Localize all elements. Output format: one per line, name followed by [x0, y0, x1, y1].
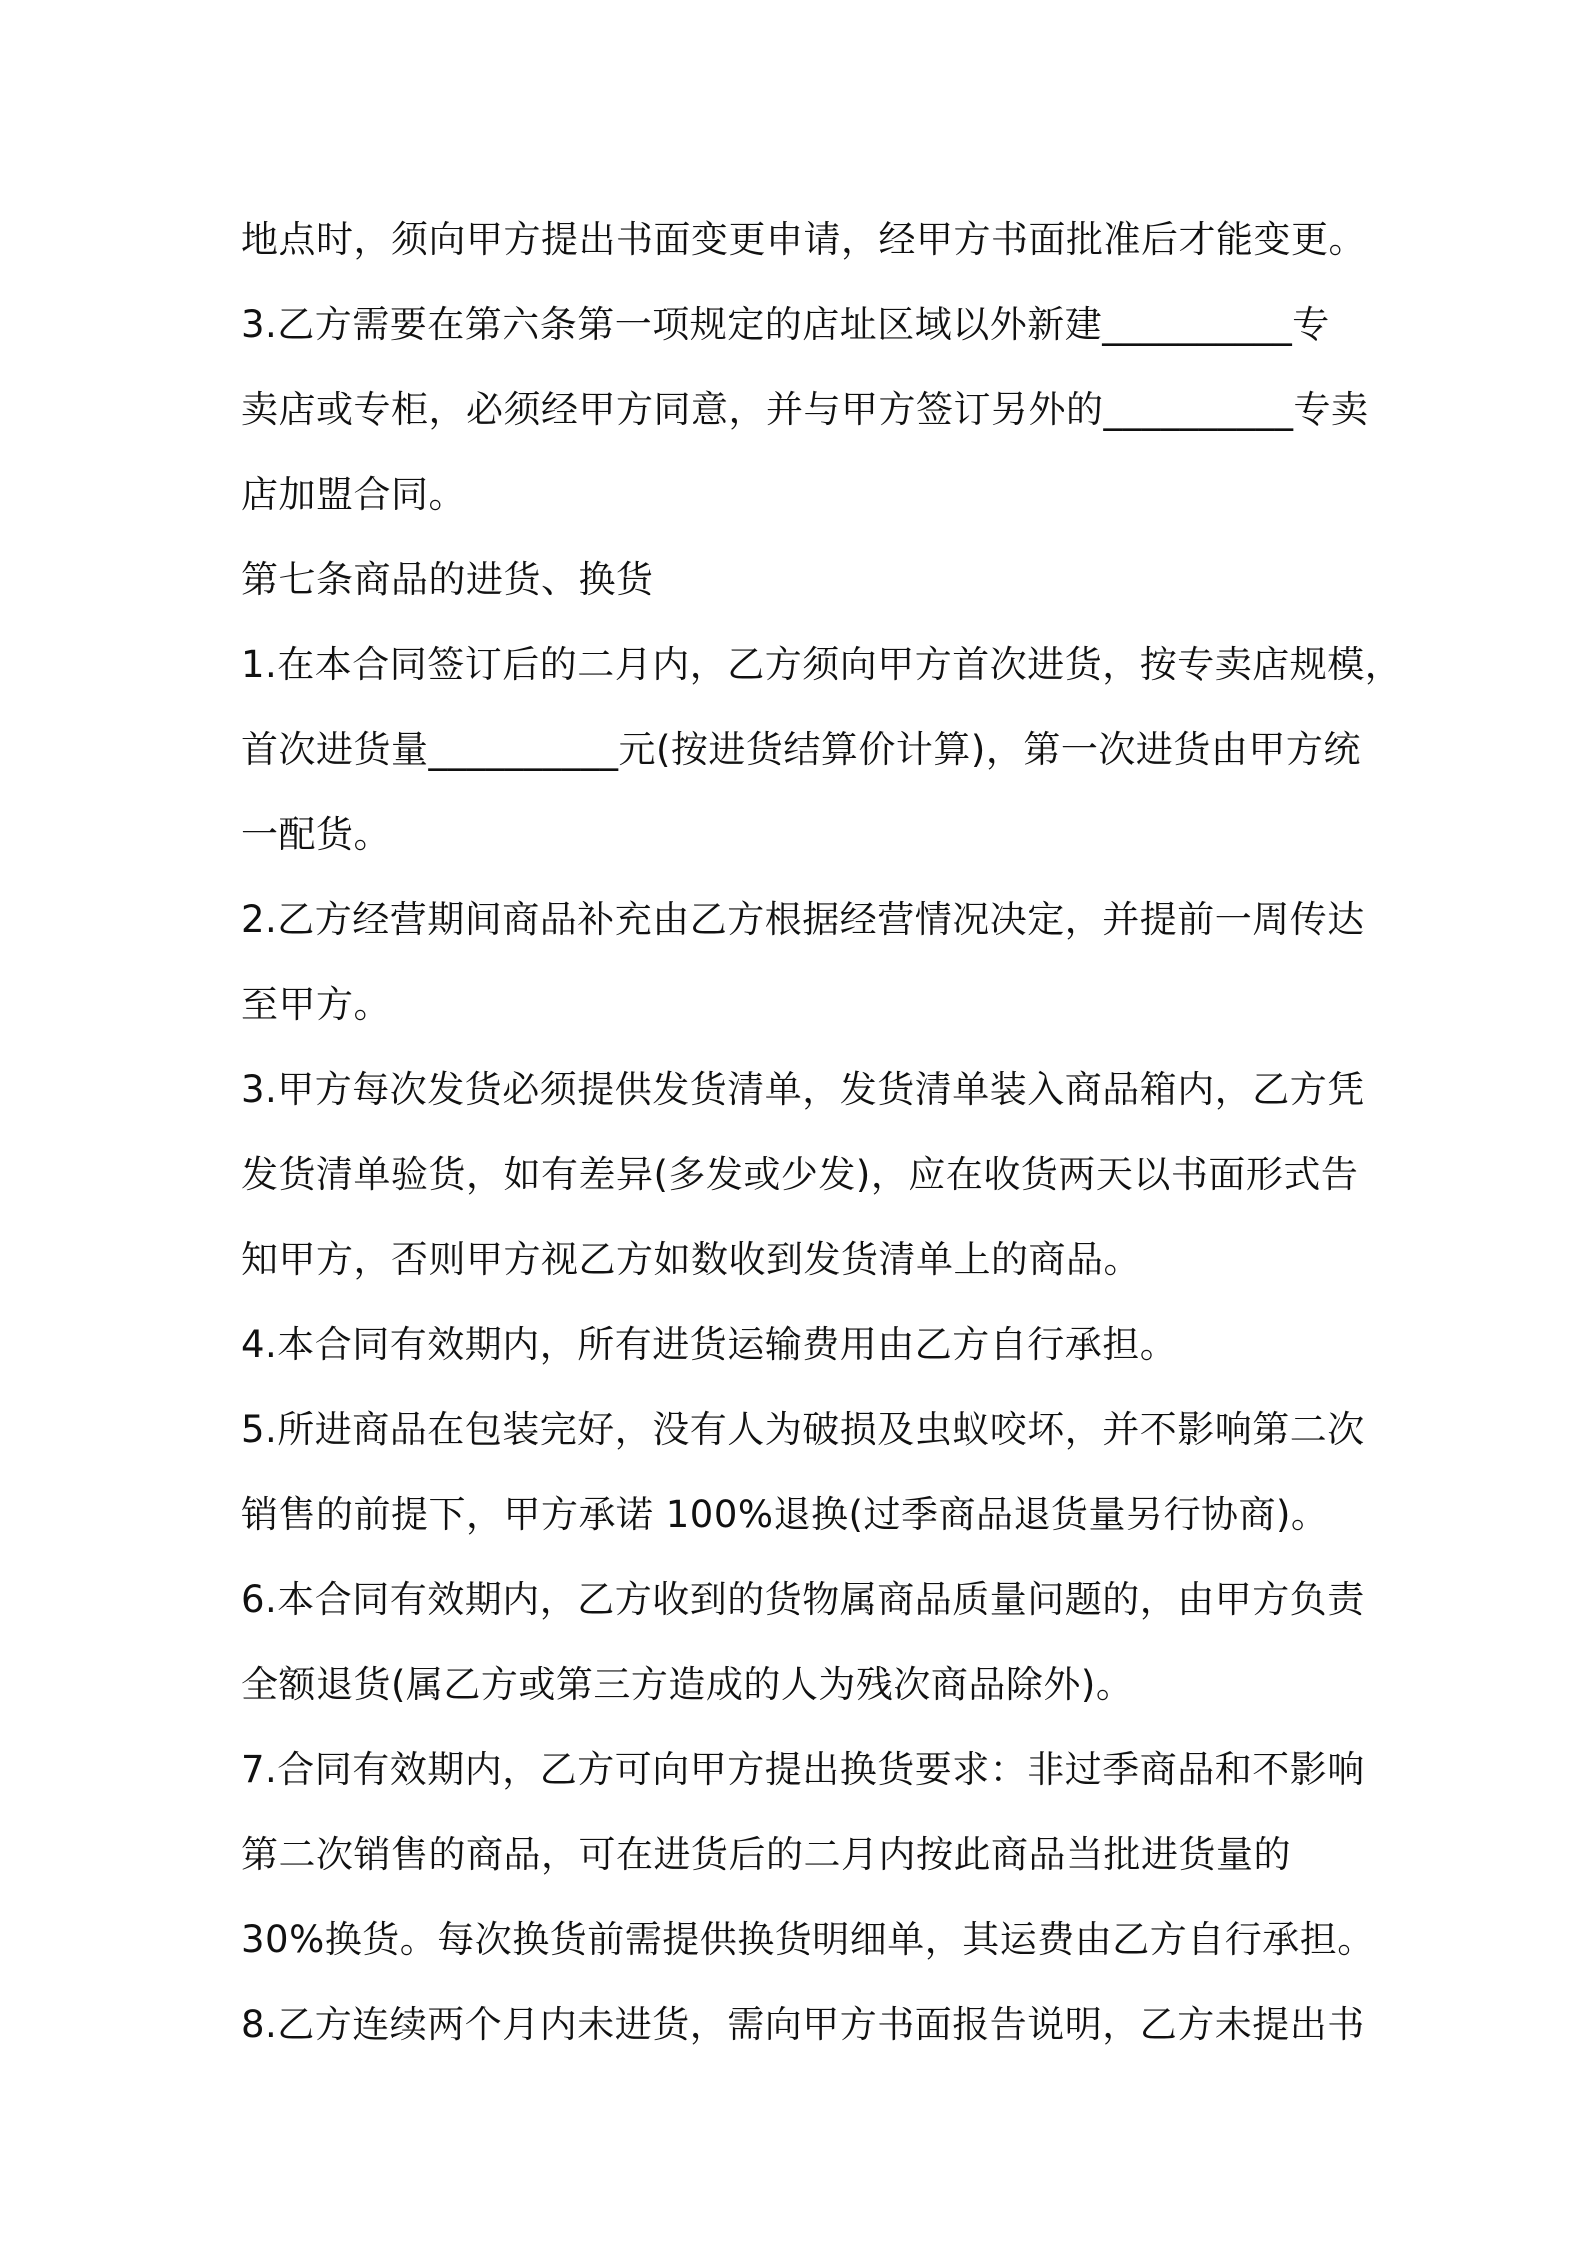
text-line: 3.乙方需要在第六条第一项规定的店址区域以外新建__________专	[241, 303, 1330, 346]
text-line: 1.在本合同签订后的二月内，乙方须向甲方首次进货，按专卖店规模，	[241, 643, 1403, 686]
text-line: 地点时，须向甲方提出书面变更申请，经甲方书面批准后才能变更。	[241, 218, 1366, 261]
section-heading: 第七条商品的进货、换货	[241, 558, 654, 601]
document-body	[241, 197, 1403, 2067]
text-line: 店加盟合同。	[241, 473, 466, 516]
text-line: 4.本合同有效期内，所有进货运输费用由乙方自行承担。	[241, 1323, 1178, 1366]
text-line: 卖店或专柜，必须经甲方同意，并与甲方签订另外的__________专卖	[241, 388, 1369, 431]
text-line: 一配货。	[241, 813, 391, 856]
text-line: 至甲方。	[241, 983, 391, 1026]
text-line: 30%换货。每次换货前需提供换货明细单，其运费由乙方自行承担。	[241, 1918, 1375, 1961]
text-line: 第二次销售的商品，可在进货后的二月内按此商品当批进货量的	[241, 1833, 1291, 1876]
text-line: 8.乙方连续两个月内未进货，需向甲方书面报告说明，乙方未提出书	[241, 2003, 1365, 2046]
text-line: 3.甲方每次发货必须提供发货清单，发货清单装入商品箱内，乙方凭	[241, 1068, 1365, 1111]
text-line: 发货清单验货，如有差异(多发或少发)，应在收货两天以书面形式告	[241, 1153, 1359, 1196]
text-line: 5.所进商品在包装完好，没有人为破损及虫蚁咬坏，并不影响第二次	[241, 1408, 1365, 1451]
text-line: 2.乙方经营期间商品补充由乙方根据经营情况决定，并提前一周传达	[241, 898, 1365, 941]
text-line: 销售的前提下，甲方承诺 100%退换(过季商品退货量另行协商)。	[241, 1493, 1329, 1536]
text-line: 全额退货(属乙方或第三方造成的人为残次商品除外)。	[241, 1663, 1134, 1706]
text-line: 知甲方，否则甲方视乙方如数收到发货清单上的商品。	[241, 1238, 1141, 1281]
text-line: 首次进货量__________元(按进货结算价计算)，第一次进货由甲方统	[241, 728, 1361, 771]
text-line: 6.本合同有效期内，乙方收到的货物属商品质量问题的，由甲方负责	[241, 1578, 1365, 1621]
text-line: 7.合同有效期内，乙方可向甲方提出换货要求：非过季商品和不影响	[241, 1748, 1365, 1791]
